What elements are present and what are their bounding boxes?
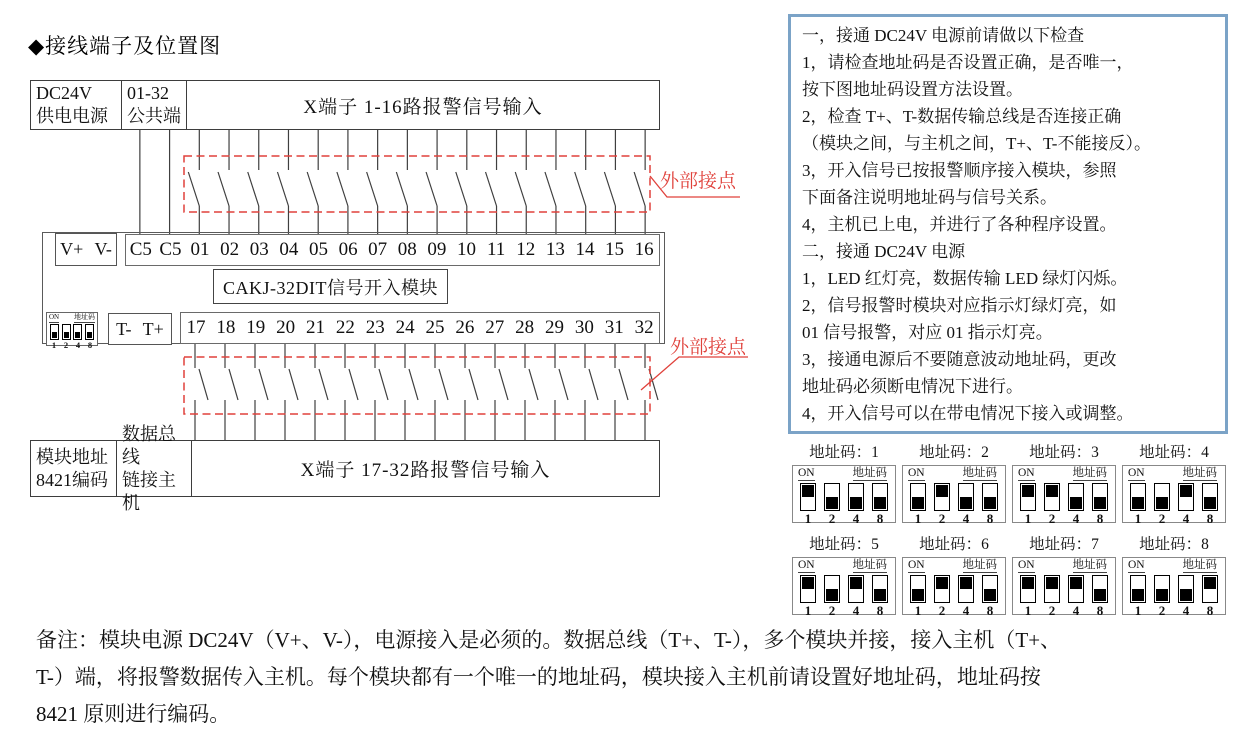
dip-slot — [1044, 575, 1060, 603]
dip-knob — [1180, 485, 1192, 497]
dip-key: 1 — [804, 603, 812, 618]
dip-key: 8 — [1206, 603, 1214, 618]
dip-key: 2 — [938, 511, 946, 526]
terminal-cell: 29 — [544, 317, 564, 338]
dip-key-labels — [1018, 511, 1110, 526]
dip-addr-label: 地址码 — [852, 559, 887, 571]
data-bus-cell — [116, 423, 191, 513]
dip-slots — [1128, 483, 1220, 511]
dip-knob — [87, 332, 92, 338]
bus-terminal-box: T- T+ — [108, 313, 172, 345]
address-panel-title: 地址码：2 — [919, 444, 989, 461]
module-address-line1: 模块地址 — [36, 446, 108, 467]
dip-on-label: ON — [908, 467, 925, 479]
dip-key: 2 — [1048, 511, 1056, 526]
dip-slots — [49, 324, 95, 340]
terminal-cell: 12 — [516, 239, 536, 260]
dip-slot — [1020, 483, 1036, 511]
notice-line: 一，接通 DC24V 电源前请做以下检查 — [802, 26, 1085, 45]
switch-blade — [248, 172, 259, 206]
terminal-cell: 06 — [338, 239, 358, 260]
dip-header — [798, 467, 890, 481]
dip-slot — [1092, 575, 1108, 603]
dip-key: 2 — [1158, 603, 1166, 618]
dip-knob — [984, 497, 996, 509]
dip-key-labels — [908, 603, 1000, 618]
dip-key-labels — [908, 511, 1000, 526]
dip-knob — [936, 577, 948, 589]
dip-header — [49, 313, 95, 323]
terminal-cell: 10 — [457, 239, 476, 260]
x-terminal-1-16-label: X端子 1-16路报警信号输入 — [186, 81, 659, 129]
dip-slot — [1092, 483, 1108, 511]
terminal-cell: 28 — [515, 317, 535, 338]
dip-knob — [75, 332, 80, 338]
address-panel-title: 地址码：4 — [1139, 444, 1209, 461]
terminal-cell: 15 — [605, 239, 625, 260]
dip-knob — [984, 589, 996, 601]
dip-slot — [934, 483, 950, 511]
dip-slot — [800, 575, 816, 603]
dip-on-label: ON — [1018, 467, 1035, 479]
terminal-cell: C5 — [159, 239, 182, 260]
dip-knob — [1156, 497, 1168, 509]
dip-slot — [824, 575, 840, 603]
terminal-cell: 09 — [427, 239, 447, 260]
dip-key: 1 — [51, 340, 57, 350]
dip-key: 4 — [962, 511, 970, 526]
dip-knob — [1046, 485, 1058, 497]
dip-slot — [1068, 483, 1084, 511]
address-code-panels — [792, 444, 1226, 618]
dip-knob — [1094, 589, 1106, 601]
dip-on-label: ON — [798, 559, 815, 571]
address-panel-dip — [792, 465, 896, 526]
terminal-cell: C5 — [129, 239, 152, 260]
dip-knob — [52, 332, 57, 338]
dip-key: 8 — [1096, 511, 1104, 526]
dip-key: 1 — [804, 511, 812, 526]
dip-addr-label: 地址码 — [1182, 559, 1217, 571]
dip-key: 2 — [1158, 511, 1166, 526]
dip-knob — [912, 497, 924, 509]
address-panel — [792, 536, 896, 618]
dip-slot — [62, 324, 71, 340]
dip-key: 8 — [1206, 511, 1214, 526]
dip-knob — [1156, 589, 1168, 601]
dip-slot — [50, 324, 59, 340]
terminal-cell: 26 — [455, 317, 475, 338]
switch-blade — [486, 172, 497, 206]
dip-addr-label: 地址码 — [1072, 467, 1107, 479]
data-bus-line1: 数据总线 — [122, 423, 176, 467]
remark-line: 8421 原则进行编码。 — [36, 702, 231, 726]
dip-addr-label: 地址码 — [852, 467, 887, 479]
dip-addr-label: 地址码 — [962, 559, 997, 571]
switch-blade — [188, 172, 199, 206]
dip-slot — [872, 575, 888, 603]
external-contact-box — [184, 357, 650, 414]
terminal-cell: 21 — [305, 317, 325, 338]
dip-header — [1128, 559, 1220, 573]
power-supply-line1: DC24V — [36, 83, 93, 103]
notice-line: 3，开入信号已按报警顺序接入模块，参照 — [802, 161, 1117, 180]
dip-key: 4 — [962, 603, 970, 618]
remark-line: 备注：模块电源 DC24V（V+、V-），电源接入是必须的。数据总线（T+、T-），多个模块并接，接入主机（T+、 — [36, 628, 1062, 652]
dip-key-labels — [798, 511, 890, 526]
dip-slot — [824, 483, 840, 511]
terminal-cell: 19 — [246, 317, 266, 338]
dip-key: 1 — [1134, 603, 1142, 618]
notice-line: 二，接通 DC24V 电源 — [802, 242, 966, 261]
dip-slot — [1202, 575, 1218, 603]
address-panel-dip — [1012, 465, 1116, 526]
notice-line: 2，信号报警时模块对应指示灯绿灯亮，如 — [802, 296, 1117, 315]
dip-key: 4 — [75, 340, 81, 350]
dip-slots — [1128, 575, 1220, 603]
switch-blade — [218, 172, 229, 206]
address-panel — [902, 444, 1006, 526]
bottom-header — [30, 423, 660, 513]
dip-key: 4 — [852, 603, 860, 618]
dip-knob — [850, 497, 862, 509]
common-terminal-line2: 公共端 — [127, 106, 181, 126]
dip-slot — [982, 575, 998, 603]
terminal-cell: 23 — [365, 317, 385, 338]
dip-on-label: ON — [1018, 559, 1035, 571]
external-contact-box — [184, 156, 650, 212]
dip-key-labels — [1128, 511, 1220, 526]
dip-knob — [1094, 497, 1106, 509]
terminal-cell: 17 — [186, 317, 206, 338]
dip-slot — [1068, 575, 1084, 603]
dip-key: 4 — [1072, 511, 1080, 526]
switch-blade — [619, 369, 628, 400]
dip-slot — [958, 575, 974, 603]
external-contact-label-bottom: 外部接点 — [670, 337, 747, 358]
switch-blade — [515, 172, 526, 206]
dip-key: 1 — [1024, 603, 1032, 618]
address-panel — [1012, 444, 1116, 526]
dip-slot — [910, 483, 926, 511]
dip-addr-label: 地址码 — [1182, 467, 1217, 479]
dip-addr-label: 地址码 — [74, 313, 95, 321]
notice-line: 1，LED 红灯亮，数据传输 LED 绿灯闪烁。 — [802, 269, 1128, 288]
terminal-cell: 01 — [190, 239, 210, 260]
dip-knob — [1204, 577, 1216, 589]
dip-slot — [848, 483, 864, 511]
notice-line: 按下图地址码设置方法设置。 — [802, 80, 1023, 99]
switch-blade — [349, 369, 358, 400]
dip-slot — [1154, 575, 1170, 603]
data-bus-line2: 链接主机 — [122, 469, 176, 513]
terminal-strip-lower — [180, 312, 660, 344]
dip-key: 4 — [1072, 603, 1080, 618]
dip-key: 2 — [938, 603, 946, 618]
dip-slot — [848, 575, 864, 603]
switch-blade — [379, 369, 388, 400]
dip-knob — [802, 485, 814, 497]
dip-on-label: ON — [1128, 467, 1145, 479]
terminal-cell: 24 — [395, 317, 415, 338]
power-terminal-box: V+ V- — [55, 233, 117, 266]
address-panel-dip — [1122, 557, 1226, 618]
dip-knob — [936, 485, 948, 497]
dip-slot — [85, 324, 94, 340]
dip-header — [908, 467, 1000, 481]
notice-line: （模块之间，与主机之间，T+、T-不能接反）。 — [802, 134, 1151, 153]
module-name-box: CAKJ-32DIT信号开入模块 — [213, 269, 448, 304]
terminal-cell: 25 — [425, 317, 445, 338]
remark-line: T-）端，将报警数据传入主机。每个模块都有一个唯一的地址码，模块接入主机前请设置好地址码，地址码按 — [36, 665, 1041, 689]
dip-slot — [958, 483, 974, 511]
switch-blade — [396, 172, 407, 206]
dip-knob — [826, 497, 838, 509]
switch-blade — [289, 369, 298, 400]
dip-slot — [1020, 575, 1036, 603]
dip-key: 2 — [828, 603, 836, 618]
module-address-cell — [31, 441, 116, 496]
switch-blade — [469, 369, 478, 400]
dip-slot — [73, 324, 82, 340]
terminal-cell: 32 — [634, 317, 654, 338]
address-panel-dip — [902, 465, 1006, 526]
dip-knob — [1022, 485, 1034, 497]
terminal-cell: 11 — [486, 239, 506, 260]
address-panel — [1122, 536, 1226, 618]
switch-blade — [559, 369, 568, 400]
notice-line: 下面备注说明地址码与信号关系。 — [802, 188, 1057, 207]
switch-blade — [426, 172, 437, 206]
switch-blade — [337, 172, 348, 206]
dip-slot — [800, 483, 816, 511]
power-supply-cell — [31, 81, 121, 129]
dip-knob — [874, 589, 886, 601]
address-panel-title: 地址码：3 — [1029, 444, 1099, 461]
address-panel-title: 地址码：7 — [1029, 536, 1099, 553]
dip-slots — [908, 483, 1000, 511]
terminal-cell: 14 — [575, 239, 595, 260]
dip-slot — [1178, 483, 1194, 511]
address-panel — [792, 444, 896, 526]
address-panel-title: 地址码：6 — [919, 536, 989, 553]
dip-slot — [1130, 575, 1146, 603]
dip-knob — [1046, 577, 1058, 589]
address-panel-dip — [1122, 465, 1226, 526]
dip-knob — [912, 589, 924, 601]
dip-header — [1018, 559, 1110, 573]
dip-on-label: ON — [798, 467, 815, 479]
terminal-cell: 03 — [249, 239, 269, 260]
switch-blade — [259, 369, 268, 400]
notice-line: 4，开入信号可以在带电情况下接入或调整。 — [802, 404, 1134, 423]
dip-knob — [850, 577, 862, 589]
notice-line: 1，请检查地址码是否设置正确，是否唯一， — [802, 53, 1134, 72]
dip-header — [908, 559, 1000, 573]
dip-knob — [1204, 497, 1216, 509]
notice-line: 2，检查 T+、T-数据传输总线是否连接正确 — [802, 107, 1122, 126]
switch-blade — [589, 369, 598, 400]
leader-line — [641, 357, 748, 390]
address-panel-title: 地址码：8 — [1139, 536, 1209, 553]
address-panel-title: 地址码：1 — [809, 444, 879, 461]
terminal-cell: 08 — [397, 239, 417, 260]
address-panel — [1122, 444, 1226, 526]
switch-blade — [307, 172, 318, 206]
switch-blade — [456, 172, 467, 206]
switch-blade — [229, 369, 238, 400]
dip-on-label: ON — [49, 313, 60, 321]
dip-key: 2 — [1048, 603, 1056, 618]
top-header — [30, 80, 660, 130]
switch-blade — [409, 369, 418, 400]
dip-key: 8 — [87, 340, 93, 350]
terminal-cell: 27 — [485, 317, 505, 338]
switch-blade — [634, 172, 645, 206]
switch-blade — [545, 172, 556, 206]
dip-knob — [1132, 589, 1144, 601]
dip-knob — [1070, 497, 1082, 509]
dip-slot — [1178, 575, 1194, 603]
dip-key: 4 — [1182, 511, 1190, 526]
power-supply-line2: 供电电源 — [36, 106, 108, 126]
dip-header — [798, 559, 890, 573]
dip-knob — [874, 497, 886, 509]
dip-slots — [1018, 483, 1110, 511]
dip-key-labels — [49, 340, 95, 350]
switch-blade — [604, 172, 615, 206]
terminal-strip-upper — [125, 234, 660, 266]
dip-slots — [1018, 575, 1110, 603]
address-panel-title: 地址码：5 — [809, 536, 879, 553]
notice-line: 4，主机已上电，并进行了各种程序设置。 — [802, 215, 1117, 234]
notice-line: 01 信号报警，对应 01 指示灯亮。 — [802, 323, 1053, 342]
dip-addr-label: 地址码 — [962, 467, 997, 479]
address-panel-dip — [902, 557, 1006, 618]
dip-key: 8 — [1096, 603, 1104, 618]
dip-addr-label: 地址码 — [1072, 559, 1107, 571]
dip-on-label: ON — [908, 559, 925, 571]
switch-blade — [529, 369, 538, 400]
dip-key: 2 — [828, 511, 836, 526]
dip-slots — [798, 483, 890, 511]
dip-knob — [64, 332, 69, 338]
dip-key: 4 — [852, 511, 860, 526]
terminal-cell: 07 — [368, 239, 388, 260]
notice-panel — [788, 14, 1228, 434]
switch-blade — [439, 369, 448, 400]
dip-knob — [802, 577, 814, 589]
terminal-cell: 18 — [216, 317, 236, 338]
dip-key-labels — [1018, 603, 1110, 618]
dip-knob — [1132, 497, 1144, 509]
dip-key: 8 — [876, 511, 884, 526]
dip-slot — [1130, 483, 1146, 511]
dip-slots — [798, 575, 890, 603]
dip-slot — [1154, 483, 1170, 511]
dip-knob — [826, 589, 838, 601]
dip-key: 8 — [876, 603, 884, 618]
dip-knob — [1070, 577, 1082, 589]
dip-key: 1 — [1024, 511, 1032, 526]
dip-on-label: ON — [1128, 559, 1145, 571]
terminal-cell: 05 — [308, 239, 328, 260]
external-contact-label-top: 外部接点 — [660, 171, 737, 192]
page-title: ◆接线端子及位置图 — [28, 35, 222, 58]
dip-slot — [982, 483, 998, 511]
dip-knob — [960, 577, 972, 589]
dip-slots — [908, 575, 1000, 603]
dip-key: 1 — [914, 603, 922, 618]
terminal-cell: 31 — [604, 317, 624, 338]
address-panel — [1012, 536, 1116, 618]
dip-key: 8 — [986, 603, 994, 618]
terminal-cell: 13 — [545, 239, 565, 260]
switch-blade — [199, 369, 208, 400]
dip-key-labels — [798, 603, 890, 618]
terminal-cell: 02 — [220, 239, 240, 260]
common-terminal-cell — [121, 81, 186, 129]
x-terminal-17-32-label: X端子 17-32路报警信号输入 — [191, 441, 659, 496]
dip-knob — [1180, 589, 1192, 601]
switch-blade — [319, 369, 328, 400]
dip-header — [1018, 467, 1110, 481]
dip-knob — [1022, 577, 1034, 589]
address-panel-dip — [792, 557, 896, 618]
dip-slot — [1044, 483, 1060, 511]
notice-line: 3，接通电源后不要随意波动地址码，更改 — [802, 350, 1117, 369]
address-panel — [902, 536, 1006, 618]
dip-slot — [910, 575, 926, 603]
terminal-cell: 22 — [335, 317, 355, 338]
dip-key: 4 — [1182, 603, 1190, 618]
switch-blade — [277, 172, 288, 206]
switch-blade — [499, 369, 508, 400]
switch-blade — [367, 172, 378, 206]
dip-slot — [1202, 483, 1218, 511]
terminal-cell: 20 — [276, 317, 296, 338]
dip-slot — [872, 483, 888, 511]
address-panel-dip — [1012, 557, 1116, 618]
dip-key-labels — [1128, 603, 1220, 618]
dip-key: 8 — [986, 511, 994, 526]
terminal-cell: 16 — [634, 239, 654, 260]
dip-key: 2 — [63, 340, 69, 350]
switch-blade — [575, 172, 586, 206]
dip-key: 1 — [1134, 511, 1142, 526]
module-dip-switch — [46, 312, 98, 350]
dip-slot — [934, 575, 950, 603]
dip-header — [1128, 467, 1220, 481]
terminal-cell: 30 — [574, 317, 594, 338]
common-terminal-line1: 01-32 — [127, 83, 169, 103]
dip-knob — [960, 497, 972, 509]
terminal-cell: 04 — [279, 239, 299, 260]
notice-line: 地址码必须断电情况下进行。 — [802, 377, 1023, 396]
module-address-line2: 8421编码 — [36, 469, 108, 490]
dip-key: 1 — [914, 511, 922, 526]
